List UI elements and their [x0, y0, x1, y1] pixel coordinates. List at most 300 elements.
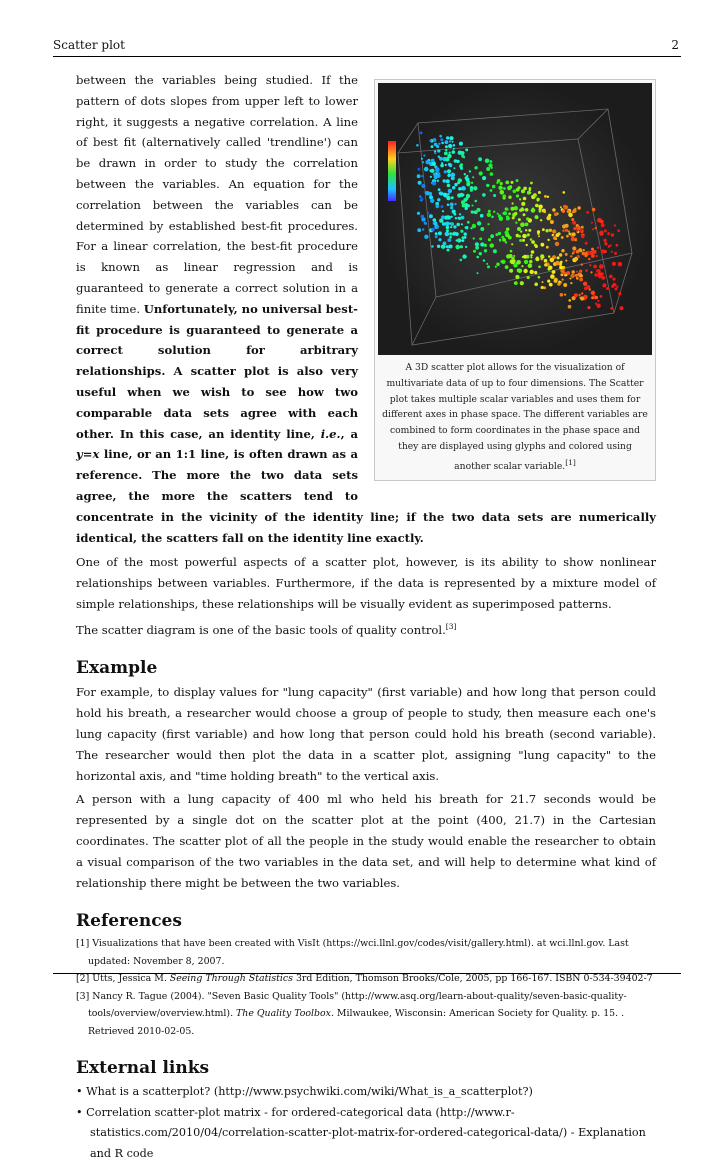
- scatter-point: [475, 246, 479, 250]
- scatter-point: [449, 232, 452, 235]
- scatter-point: [596, 255, 598, 257]
- scatter-point: [528, 229, 531, 232]
- scatter-point: [581, 263, 583, 265]
- scatter-point: [507, 186, 511, 190]
- scatter-point: [491, 216, 494, 219]
- scatter-point: [474, 166, 477, 169]
- scatter-point: [460, 230, 463, 233]
- scatter-point: [515, 265, 517, 267]
- scatter-point: [499, 240, 501, 242]
- scatter-point: [429, 214, 433, 218]
- scatter-point: [534, 244, 537, 247]
- scatter-point: [509, 269, 513, 273]
- scatter-point: [459, 165, 461, 167]
- scatter-point: [591, 222, 593, 224]
- scatter-point: [466, 183, 470, 187]
- scatter-point: [496, 182, 498, 184]
- scatter-point: [424, 167, 429, 172]
- scatter-point: [570, 255, 572, 257]
- scatter-point: [473, 237, 475, 239]
- scatter-point: [472, 176, 474, 178]
- caption-text: A 3D scatter plot allows for the visualization of multivariate data of up to four dimensions. The Scatter plot takes multiple scalar variables and uses them for different axes in phase space. The different variables are combined to form coordinates in the phase space and they are displayed using glyphs and colored using another scalar variable.: [382, 362, 648, 472]
- scatter-point: [568, 299, 571, 302]
- scatter-point: [580, 275, 583, 278]
- scatter-point: [513, 255, 515, 257]
- scatter-point: [452, 233, 455, 236]
- intro-text: between the variables being studied. If the pattern of dots slopes from upper left to lower right, it suggests a negative correlation. A line of best fit (alternatively called 'trendline') can be drawn in order to study the correlation between the variables. An equation for the correlation between the variables can be determined by established best-fit procedures. For a linear correlation, the best-fit procedure is known as linear regression and is guaranteed to generate a correct solution in a finite time.: [76, 73, 358, 316]
- example-paragraph-2: A person with a lung capacity of 400 ml who held his breath for 21.7 seconds would be represented by a single dot on the scatter plot at the point (400, 21.7) in the Cartesian coordinates. The scatter plot of all the people in the study would enable the researcher to obtain a visual comparison of the two variables in the data set, and will help to determine what kind of relationship there might be between the two variables.: [76, 792, 656, 890]
- scatter-point: [505, 241, 507, 243]
- scatter-point: [542, 228, 545, 231]
- scatter-point: [485, 159, 490, 164]
- scatter-point: [549, 283, 553, 287]
- scatter-point: [498, 214, 501, 217]
- scatter-point: [562, 209, 566, 213]
- scatter-point: [447, 249, 450, 252]
- scatter-point: [523, 187, 527, 191]
- scatter-point: [458, 151, 462, 155]
- scatter-point: [422, 161, 424, 163]
- scatter-point: [518, 218, 521, 221]
- scatter-point: [550, 274, 555, 279]
- scatter-point: [441, 162, 443, 164]
- scatter-point: [459, 142, 463, 146]
- scatter-point: [565, 229, 568, 232]
- scatter-point: [600, 295, 603, 298]
- scatter-point: [503, 196, 506, 199]
- scatter-point: [561, 273, 564, 276]
- scatter-point: [441, 205, 444, 208]
- scatter-point: [446, 179, 450, 183]
- scatter-point: [574, 293, 578, 297]
- scatter-point: [511, 181, 514, 184]
- scatter-point: [482, 193, 486, 197]
- scatter-point: [561, 249, 564, 252]
- scatter-point: [538, 205, 542, 209]
- scatter-point: [522, 239, 525, 242]
- scatter-point: [540, 219, 542, 221]
- scatter-point: [445, 157, 449, 161]
- scatter-point: [511, 243, 513, 245]
- scatter-point: [524, 260, 528, 264]
- scatter-point: [501, 260, 505, 264]
- scatter-point: [461, 223, 463, 225]
- header-title: Scatter plot: [53, 38, 125, 52]
- scatter-point: [516, 260, 521, 265]
- scatter-point: [484, 249, 487, 252]
- scatter-point: [503, 211, 507, 215]
- scatter-point: [523, 269, 527, 273]
- scatter-point: [522, 234, 526, 238]
- scatter-point: [594, 296, 598, 300]
- scatter-point: [521, 202, 525, 206]
- scatter-point: [480, 227, 484, 231]
- scatter-point: [451, 173, 456, 178]
- scatter-point: [421, 158, 423, 160]
- scatter-point: [490, 189, 493, 192]
- scatter-point: [548, 266, 552, 270]
- scatter-point: [559, 266, 563, 270]
- scatter-point: [506, 218, 509, 221]
- scatter-point: [420, 132, 423, 135]
- scatter-point: [419, 195, 421, 197]
- scatter-point: [538, 191, 541, 194]
- scatter-point: [432, 181, 436, 185]
- scatter-point: [482, 176, 486, 180]
- scatter-point: [530, 182, 533, 185]
- scatter-point: [422, 228, 424, 230]
- scatter-point: [490, 234, 494, 238]
- intro-ie: i.e.: [320, 426, 341, 441]
- scatter-point: [585, 242, 588, 245]
- reference-2-title: Seeing Through Statistics: [169, 973, 293, 985]
- scatter-point: [547, 280, 550, 283]
- scatter-point: [437, 149, 440, 152]
- scatter-point: [440, 164, 444, 168]
- reference-1[interactable]: [1] Visualizations that have been created with VisIt (https://wci.llnl.gov/codes/visit/gallery.html). at wci.llnl.gov. Last updated: November 8, 2007.: [76, 938, 629, 967]
- scatter-point: [511, 260, 515, 264]
- scatter-point: [563, 283, 567, 287]
- reference-3[interactable]: [76, 988, 656, 1041]
- scatter-point: [431, 245, 434, 248]
- scatter-point: [552, 208, 555, 211]
- scatter-point: [523, 255, 527, 259]
- scatter-point: [547, 239, 549, 241]
- scatter-point: [541, 243, 545, 247]
- scatter-point: [431, 159, 435, 163]
- scatter-point: [597, 247, 599, 249]
- scatter-point: [452, 210, 456, 214]
- scatter-point: [450, 226, 452, 228]
- scatter-point: [487, 265, 490, 268]
- scatter-point: [519, 239, 522, 242]
- scatter-point: [505, 181, 509, 185]
- scatter-point: [548, 255, 550, 257]
- scatter-point: [617, 229, 620, 232]
- scatter-point: [470, 189, 473, 192]
- scatter-point: [500, 182, 503, 185]
- scatter-point: [563, 191, 566, 194]
- scatter-point: [604, 229, 607, 232]
- scatter-point: [579, 270, 582, 273]
- scatter-point: [566, 235, 569, 238]
- scatter-point: [431, 145, 434, 148]
- page-number: 2: [671, 38, 679, 52]
- scatter-point: [537, 230, 540, 233]
- scatter-point: [568, 233, 571, 236]
- scatter-point: [448, 189, 452, 193]
- scatter-point: [447, 174, 450, 177]
- scatter-point: [592, 228, 594, 230]
- external-link-1[interactable]: • What is a scatterplot? (http://www.psychwiki.com/wiki/What_is_a_scatterplot?): [76, 1085, 533, 1099]
- scatter-point: [520, 222, 525, 227]
- quality-paragraph: [76, 617, 656, 641]
- scatter-point: [484, 244, 487, 247]
- scatter-point: [556, 261, 560, 265]
- scatter-point: [458, 187, 461, 190]
- intro-bold-3: line, or an 1:1 line, is often drawn as a reference. The more the two data sets agree, the more the scatters tend to concentrate in the vicinity of the identity line; if the two data sets are numerically identical, the scatters fall on the identity line exactly.: [76, 447, 656, 545]
- scatter-point: [421, 184, 425, 188]
- figure-caption: [378, 355, 652, 477]
- scatter-point: [471, 210, 474, 213]
- scatter-point: [525, 223, 529, 227]
- scatter-point: [447, 204, 450, 207]
- scatter-point: [615, 288, 618, 291]
- scatter-point: [434, 175, 438, 179]
- scatter-point: [554, 212, 558, 216]
- scatter-point: [444, 170, 447, 173]
- scatter-point: [434, 152, 436, 154]
- scatter-point: [616, 286, 618, 288]
- quality-ref[interactable]: [3]: [445, 621, 457, 631]
- scatter-point: [592, 208, 596, 212]
- scatter-point: [488, 163, 492, 167]
- scatter-point: [429, 140, 431, 142]
- scatter-point: [430, 176, 432, 178]
- scatter-point: [449, 223, 451, 225]
- reference-3-text[interactable]: [3] Nancy R. Tague (2004). "Seven Basic Quality Tools" (http://www.asq.org/learn-about-quality/seven-basic-quality-tools/overview/overview.html).: [76, 990, 627, 1020]
- scatter-point: [446, 245, 449, 248]
- scatter-point: [579, 230, 582, 233]
- scatter-point: [539, 210, 542, 213]
- scatter-point: [452, 141, 454, 143]
- scatter-point: [512, 202, 514, 204]
- scatter-point: [550, 258, 555, 263]
- scatter-point: [568, 305, 572, 309]
- scatter-point: [506, 228, 509, 231]
- scatter-point: [486, 167, 490, 171]
- scatter-point: [528, 263, 533, 268]
- scatter-point: [571, 274, 575, 278]
- scatter-point: [469, 170, 471, 172]
- scatter-point: [609, 275, 613, 279]
- article-body: [76, 70, 656, 1164]
- scatter-point: [611, 233, 614, 236]
- scatter-point: [542, 281, 544, 283]
- scatter-point: [424, 235, 428, 239]
- scatter-point: [455, 233, 458, 236]
- scatter-point: [537, 199, 540, 202]
- scatter-point: [552, 270, 556, 274]
- scatter-point: [438, 231, 442, 235]
- example-heading: Example: [76, 658, 158, 679]
- scatter-point: [527, 191, 531, 195]
- scatter-point: [566, 271, 570, 275]
- scatter-point: [610, 307, 613, 310]
- scatter-point: [579, 278, 583, 282]
- scatter-point: [445, 149, 447, 151]
- scatter-point: [529, 260, 532, 263]
- scatter-point: [508, 236, 512, 240]
- scatter-point: [606, 287, 609, 290]
- scatter-point: [526, 244, 528, 246]
- scatter-point: [520, 231, 522, 233]
- scatter-point: [553, 236, 557, 240]
- scatter-3d-image: [378, 83, 652, 355]
- scatter-point: [603, 284, 607, 288]
- scatter-point: [510, 250, 513, 253]
- scatter-point: [448, 152, 450, 154]
- scatter-point: [464, 236, 467, 239]
- scatter-point: [565, 260, 567, 262]
- scatter-point: [420, 197, 423, 200]
- scatter-point: [572, 270, 575, 273]
- scatter-point: [586, 285, 590, 289]
- scatter-point: [576, 271, 578, 273]
- scatter-3d-graphic: [378, 83, 652, 355]
- scatter-point: [421, 175, 423, 177]
- scatter-point: [465, 226, 467, 228]
- scatter-point: [516, 194, 519, 197]
- scatter-point: [454, 183, 457, 186]
- scatter-point: [462, 254, 466, 258]
- scatter-point: [578, 294, 580, 296]
- scatter-point: [570, 282, 572, 284]
- scatter-point: [573, 251, 576, 254]
- scatter-point: [547, 196, 549, 198]
- scatter-point: [612, 262, 616, 266]
- scatter-point: [520, 281, 524, 285]
- scatter-point: [546, 246, 549, 249]
- scatter-point: [438, 238, 441, 241]
- scatter-point: [526, 217, 529, 220]
- scatter-point: [424, 222, 427, 225]
- scatter-point: [531, 208, 536, 213]
- scatter-point: [550, 220, 554, 224]
- scatter-point: [593, 265, 597, 269]
- quality-text: The scatter diagram is one of the basic tools of quality control.: [76, 622, 446, 637]
- scatter-point: [511, 257, 514, 260]
- scatter-point: [438, 143, 440, 145]
- scatter-point: [530, 254, 532, 256]
- scatter-point: [441, 142, 444, 145]
- scatter-point: [440, 138, 443, 141]
- scatter-point: [525, 208, 529, 212]
- scatter-point: [447, 169, 451, 173]
- scatter-point: [480, 214, 484, 218]
- scatter-point: [453, 148, 455, 150]
- scatter-point: [449, 140, 451, 142]
- scatter-point: [601, 223, 605, 227]
- scatter-point: [518, 235, 521, 238]
- scatter-point: [594, 273, 597, 276]
- scatter-point: [418, 181, 422, 185]
- scatter-point: [576, 226, 579, 229]
- scatter-point: [417, 174, 421, 178]
- scatter-point: [587, 306, 590, 309]
- scatter-point: [583, 282, 587, 286]
- scatter-point: [448, 245, 451, 248]
- scatter-point: [600, 232, 604, 236]
- caption-ref[interactable]: [1]: [565, 457, 576, 467]
- scatter-point: [616, 244, 619, 247]
- scatter-point: [448, 144, 452, 148]
- scatter-point: [515, 222, 517, 224]
- figure-box: [374, 79, 656, 481]
- scatter-point: [490, 172, 494, 176]
- scatter-point: [577, 206, 580, 209]
- scatter-point: [604, 242, 607, 245]
- scatter-point: [501, 236, 504, 239]
- scatter-point: [493, 211, 495, 213]
- scatter-point: [471, 182, 473, 184]
- scatter-point: [610, 244, 612, 246]
- scatter-point: [495, 266, 497, 268]
- scatter-point: [443, 179, 446, 182]
- scatter-point: [490, 160, 493, 163]
- scatter-point: [462, 152, 464, 154]
- reference-3-title: The Quality Toolbox: [236, 1008, 331, 1020]
- scatter-point: [450, 203, 454, 207]
- scatter-point: [473, 186, 477, 190]
- scatter-point: [487, 223, 489, 225]
- scatter-point: [458, 178, 462, 182]
- scatter-point: [490, 243, 494, 247]
- scatter-point: [417, 212, 420, 215]
- scatter-point: [535, 204, 539, 208]
- scatter-point: [560, 293, 564, 297]
- scatter-point: [540, 254, 544, 258]
- scatter-point: [572, 246, 576, 250]
- scatter-point: [597, 300, 599, 302]
- scatter-point: [618, 262, 623, 267]
- scatter-point: [591, 248, 594, 251]
- scatter-point: [542, 209, 546, 213]
- scatter-point: [452, 186, 455, 189]
- scatter-point: [474, 210, 478, 214]
- scatter-point: [555, 242, 559, 246]
- scatter-point: [446, 229, 449, 232]
- scatter-point: [508, 213, 511, 216]
- scatter-point: [437, 180, 440, 183]
- scatter-point: [446, 226, 450, 230]
- scatter-point: [518, 269, 523, 274]
- scatter-point: [562, 230, 564, 232]
- scatter-point: [460, 193, 464, 197]
- scatter-point: [538, 276, 541, 279]
- scatter-point: [446, 196, 450, 200]
- scatter-point: [588, 258, 591, 261]
- scatter-point: [445, 232, 450, 237]
- scatter-point: [445, 140, 449, 144]
- external-link-2[interactable]: • Correlation scatter-plot matrix - for ordered-categorical data (http://www.r-statistics.com/2010/04/correlation-scatter-plot-matrix-for-ordered-categorical-data/) - Explanation and R code: [76, 1105, 646, 1160]
- scatter-point: [508, 196, 511, 199]
- scatter-point: [433, 218, 437, 222]
- scatter-point: [483, 259, 485, 261]
- scatter-point: [431, 228, 435, 232]
- scatter-point: [487, 213, 491, 217]
- scatter-point: [453, 225, 456, 228]
- scatter-point: [595, 227, 598, 230]
- scatter-point: [448, 163, 451, 166]
- scatter-point: [577, 255, 580, 258]
- scatter-point: [430, 169, 434, 173]
- scatter-point: [426, 191, 430, 195]
- scatter-point: [514, 281, 518, 285]
- scatter-point: [435, 232, 438, 235]
- scatter-point: [564, 205, 568, 209]
- scatter-point: [507, 208, 509, 210]
- scatter-point: [581, 235, 584, 238]
- scatter-point: [425, 160, 429, 164]
- scatter-point: [449, 136, 453, 140]
- scatter-point: [439, 192, 443, 196]
- scatter-point: [476, 256, 479, 259]
- scatter-point: [433, 138, 437, 142]
- scatter-point: [437, 198, 440, 201]
- scatter-point: [568, 213, 573, 218]
- scatter-point: [529, 189, 531, 191]
